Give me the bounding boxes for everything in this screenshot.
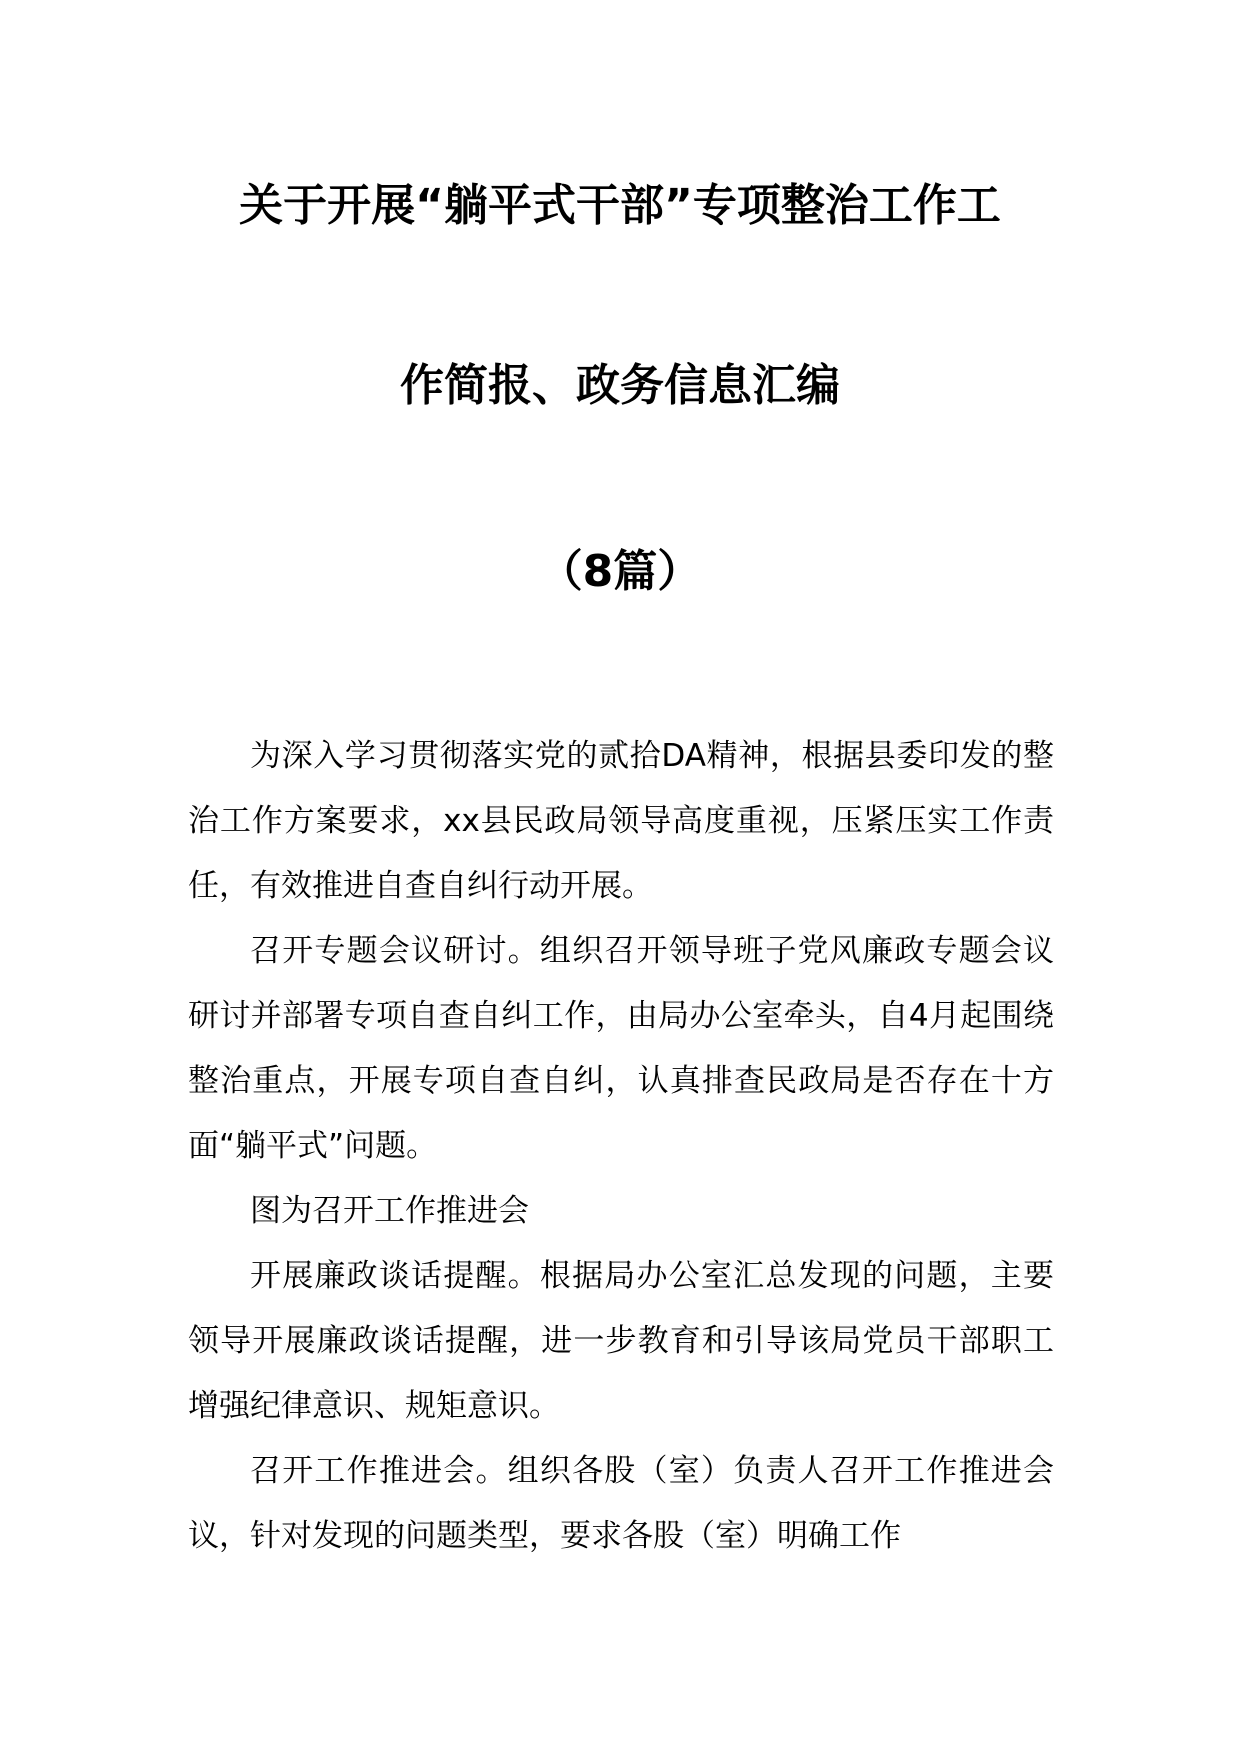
paragraph: 召开专题会议研讨。组织召开领导班子党风廉政专题会议研讨并部署专项自查自纠工作，由局办公室牵头，自4月起围绕整治重点，开展专项自查自纠，认真排查民政局是否存在十方面“躺平式”问题。	[188, 933, 1054, 1164]
figure-caption: 图为召开工作推进会	[250, 1193, 529, 1229]
paragraph: 召开工作推进会。组织各股（室）负责人召开工作推进会议，针对发现的问题类型，要求各股（室）明确工作	[188, 1453, 1054, 1554]
document-body	[188, 724, 1054, 1569]
paragraph: 开展廉政谈话提醒。根据局办公室汇总发现的问题，主要领导开展廉政谈话提醒，进一步教育和引导该局党员干部职工增强纪律意识、规矩意识。	[188, 1258, 1054, 1424]
document-title-line-2: 作简报、政务信息汇编	[400, 360, 840, 411]
document-title-line-1: 关于开展“躺平式干部”专项整治工作工	[239, 180, 1001, 231]
document-subtitle: （8篇）	[538, 546, 702, 597]
paragraph: 为深入学习贯彻落实党的贰拾DA精神，根据县委印发的整治工作方案要求，xx县民政局领导高度重视，压紧压实工作责任，有效推进自查自纠行动开展。	[188, 738, 1054, 904]
